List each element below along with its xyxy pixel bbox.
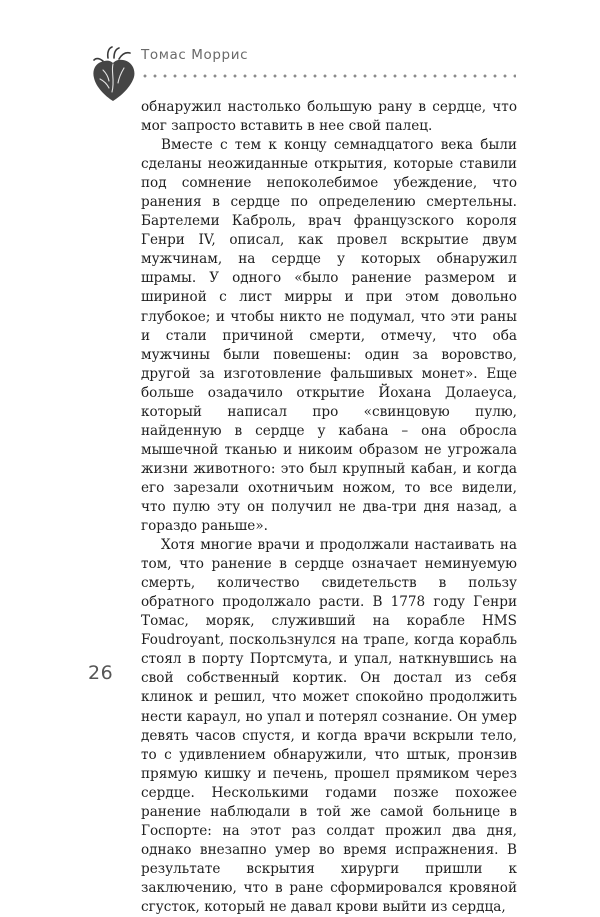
running-header-author: Томас Моррис xyxy=(141,47,249,63)
header-dotted-divider xyxy=(140,74,516,78)
page-number: 26 xyxy=(88,662,114,684)
paragraph: Хотя многие врачи и продолжали настаивать на том, что ранение в сердце означает неминуемую смерть, количество свидетельств в пользу обратного продолжало расти. В 1778 году Генри Томас, моряк, служивший на корабле HMS Foudroyant, поскользнулся на трапе, когда корабль стоял в порту Портсмута, и упал, наткнувшись на свой собственный кортик. Он достал из себя клинок и решил, что может спокойно продолжить нести караул, но упал и потерял сознание. Он умер девять часов спустя, и когда врачи вскрыли тело, то с удивлением обнаружили, что штык, пронзив прямую кишку и печень, прошел прямиком через сердце. Несколькими годами позже похожее ранение наблюдали в той же самой больнице в Госпорте: на этот раз солдат прожил два дня, однако внезапно умер во время испражнения. В результате вскрытия хирурги пришли к заключению, что в ране сформировался кровяной сгусток, который не давал крови выйти из сердца, xyxy=(141,537,517,915)
paragraph: Вместе с тем к концу семнадцатого века были сделаны неожиданные открытия, которые ставили под сомнение непоколебимое убеждение, что ранения в сердце по определению смертельны. Бартелеми Каброль, врач французского короля Генри IV, описал, как провел вскрытие двум мужчинам, на сердце у которых обнаружил шрамы. У одного «было ранение размером и шириной с лист мирры и при этом довольно глубокое; и чтобы никто не подумал, что эти раны и стали причиной смерти, отмечу, что оба мужчины были повешены: один за воровство, другой за изготовление фальшивых монет». Еще больше озадачило открытие Йохана Долаеуса, который написал про «свинцовую пулю, найденную в сердце у кабана – она обросла мышечной тканью и никоим образом не угрожала жизни животного: это был крупный кабан, и когда его зарезали охотничьим ножом, то все видели, что пулю эту он получил не два-три дня назад, а гораздо раньше». xyxy=(141,137,517,535)
anatomical-heart-icon xyxy=(91,46,137,102)
page-body xyxy=(141,98,517,917)
paragraph-continued: обнаружил настолько большую рану в сердце, что мог запросто вставить в нее свой палец. xyxy=(141,99,517,135)
